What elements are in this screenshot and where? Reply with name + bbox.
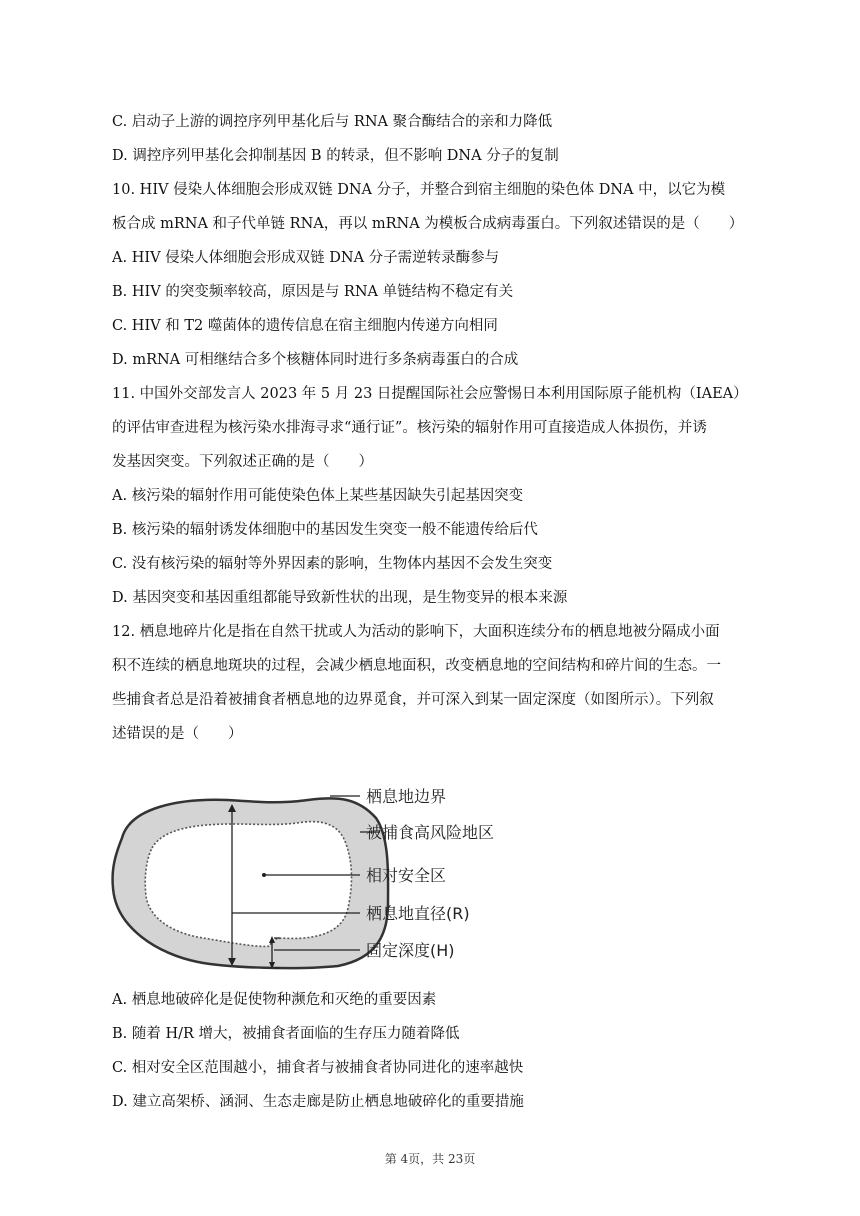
q12-option-d: D. 建立高架桥、涵洞、生态走廊是防止栖息地破碎化的重要措施	[112, 1094, 524, 1110]
habitat-fragmentation-figure	[108, 778, 528, 978]
q11-stem-line-1: 11. 中国外交部发言人 2023 年 5 月 23 日提醒国际社会应警惕日本利用国际原子能机构（IAEA）	[112, 386, 748, 402]
q9-option-c: C. 启动子上游的调控序列甲基化后与 RNA 聚合酶结合的亲和力降低	[112, 114, 553, 130]
q11-stem-line-3: 发基因突变。下列叙述正确的是（ ）	[112, 454, 373, 470]
label-high-risk-area: 被捕食高风险地区	[366, 823, 495, 842]
q12-stem-line-2: 积不连续的栖息地斑块的过程，会减少栖息地面积，改变栖息地的空间结构和碎片间的生态。一	[112, 658, 721, 674]
q11-option-a: A. 核污染的辐射作用可能使染色体上某些基因缺失引起基因突变	[112, 488, 524, 504]
habitat-diagram	[108, 778, 528, 978]
label-fixed-depth: 固定深度(H)	[366, 941, 455, 960]
q11-option-c: C. 没有核污染的辐射等外界因素的影响，生物体内基因不会发生突变	[112, 556, 553, 572]
q12-stem-line-3: 些捕食者总是沿着被捕食者栖息地的边界觅食，并可深入到某一固定深度（如图所示）。下列叙	[112, 692, 714, 708]
q9-option-d: D. 调控序列甲基化会抑制基因 B 的转录，但不影响 DNA 分子的复制	[112, 148, 559, 164]
q10-option-b: B. HIV 的突变频率较高，原因是与 RNA 单链结构不稳定有关	[112, 284, 514, 300]
label-habitat-diameter: 栖息地直径(R)	[366, 904, 470, 923]
label-safe-zone: 相对安全区	[366, 866, 447, 885]
q10-option-d: D. mRNA 可相继结合多个核糖体同时进行多条病毒蛋白的合成	[112, 352, 519, 368]
q11-stem-line-2: 的评估审查进程为核污染水排海寻求“通行证”。核污染的辐射作用可直接造成人体损伤，并诱	[112, 420, 707, 436]
label-habitat-boundary: 栖息地边界	[366, 787, 447, 806]
q10-option-c: C. HIV 和 T2 噬菌体的遗传信息在宿主细胞内传递方向相同	[112, 318, 498, 334]
q11-option-d: D. 基因突变和基因重组都能导致新性状的出现，是生物变异的根本来源	[112, 590, 568, 606]
q10-option-a: A. HIV 侵染人体细胞会形成双链 DNA 分子需逆转录酶参与	[112, 250, 500, 266]
q12-option-a: A. 栖息地破碎化是促使物种濒危和灭绝的重要因素	[112, 992, 437, 1008]
page-footer: 第 4页，共 23页	[384, 1152, 476, 1166]
habitat-safe-zone	[145, 822, 351, 947]
q10-stem-line-1: 10. HIV 侵染人体细胞会形成双链 DNA 分子，并整合到宿主细胞的染色体 DNA 中，以它为模	[112, 182, 726, 198]
q12-option-b: B. 随着 H/R 增大，被捕食者面临的生存压力随着降低	[112, 1026, 460, 1042]
q11-option-b: B. 核污染的辐射诱发体细胞中的基因发生突变一般不能遗传给后代	[112, 522, 538, 538]
q12-stem-line-4: 述错误的是（ ）	[112, 726, 243, 742]
q12-stem-line-1: 12. 栖息地碎片化是指在自然干扰或人为活动的影响下，大面积连续分布的栖息地被分隔成小面	[112, 624, 720, 640]
q10-stem-line-2: 板合成 mRNA 和子代单链 RNA，再以 mRNA 为模板合成病毒蛋白。下列叙述错误的是（ ）	[112, 216, 744, 232]
q12-option-c: C. 相对安全区范围越小，捕食者与被捕食者协同进化的速率越快	[112, 1060, 524, 1076]
